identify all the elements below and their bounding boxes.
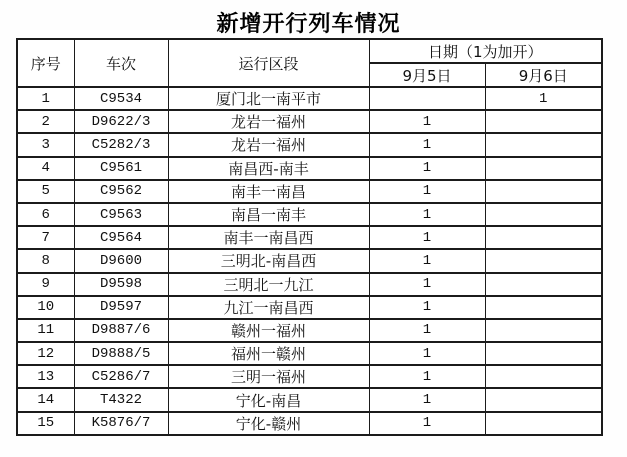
train-number-cell: D9887/6 bbox=[74, 319, 168, 342]
date-sep5-value-cell: 1 bbox=[369, 249, 485, 272]
date-sep5-value-cell: 1 bbox=[369, 203, 485, 226]
table-row bbox=[17, 157, 602, 180]
date-sep6-value-cell bbox=[485, 133, 602, 156]
route-section-cell: 龙岩一福州 bbox=[168, 133, 369, 156]
train-number-cell: C9534 bbox=[74, 87, 168, 110]
train-number-cell: D9600 bbox=[74, 249, 168, 272]
date-sep6-value-cell bbox=[485, 203, 602, 226]
header-row-group bbox=[17, 39, 602, 63]
route-section-cell: 宁化-南昌 bbox=[168, 388, 369, 411]
date-sep6-value-cell bbox=[485, 365, 602, 388]
date-sep5-value-cell: 1 bbox=[369, 133, 485, 156]
row-index-cell: 14 bbox=[17, 388, 74, 411]
date-sep6-value-cell bbox=[485, 319, 602, 342]
table-body bbox=[17, 87, 602, 435]
column-header-index: 序号 bbox=[17, 39, 74, 87]
row-index-cell: 4 bbox=[17, 157, 74, 180]
route-section-cell: 南昌一南丰 bbox=[168, 203, 369, 226]
date-sep5-value-cell: 1 bbox=[369, 226, 485, 249]
row-index-cell: 10 bbox=[17, 296, 74, 319]
table-row bbox=[17, 296, 602, 319]
row-index-cell: 7 bbox=[17, 226, 74, 249]
route-section-cell: 福州一赣州 bbox=[168, 342, 369, 365]
train-number-cell: D9888/5 bbox=[74, 342, 168, 365]
train-number-cell: D9598 bbox=[74, 273, 168, 296]
table-row bbox=[17, 133, 602, 156]
train-number-cell: C9561 bbox=[74, 157, 168, 180]
table-row bbox=[17, 87, 602, 110]
route-section-cell: 三明北一九江 bbox=[168, 273, 369, 296]
row-index-cell: 5 bbox=[17, 180, 74, 203]
date-sep6-value-cell bbox=[485, 273, 602, 296]
column-header-section: 运行区段 bbox=[168, 39, 369, 87]
train-number-cell: C9562 bbox=[74, 180, 168, 203]
table-row bbox=[17, 319, 602, 342]
train-schedule-table bbox=[16, 38, 603, 436]
train-number-cell: T4322 bbox=[74, 388, 168, 411]
route-section-cell: 赣州一福州 bbox=[168, 319, 369, 342]
route-section-cell: 南丰一南昌西 bbox=[168, 226, 369, 249]
date-sep5-value-cell: 1 bbox=[369, 342, 485, 365]
train-number-cell: D9622/3 bbox=[74, 110, 168, 133]
date-sep6-value-cell bbox=[485, 226, 602, 249]
table-row bbox=[17, 226, 602, 249]
route-section-cell: 龙岩一福州 bbox=[168, 110, 369, 133]
date-sep6-value-cell bbox=[485, 249, 602, 272]
row-index-cell: 2 bbox=[17, 110, 74, 133]
date-sep6-value-cell bbox=[485, 388, 602, 411]
table-row bbox=[17, 203, 602, 226]
date-sep5-value-cell: 1 bbox=[369, 365, 485, 388]
column-header-date-sep5: 9月5日 bbox=[369, 63, 485, 87]
date-sep5-value-cell: 1 bbox=[369, 157, 485, 180]
table-row bbox=[17, 388, 602, 411]
column-header-date-group: 日期（1为加开） bbox=[369, 39, 602, 63]
date-sep6-value-cell bbox=[485, 110, 602, 133]
column-header-train: 车次 bbox=[74, 39, 168, 87]
row-index-cell: 15 bbox=[17, 412, 74, 435]
row-index-cell: 8 bbox=[17, 249, 74, 272]
date-sep5-value-cell: 1 bbox=[369, 296, 485, 319]
row-index-cell: 1 bbox=[17, 87, 74, 110]
date-sep6-value-cell bbox=[485, 296, 602, 319]
train-number-cell: C9564 bbox=[74, 226, 168, 249]
train-number-cell: C5286/7 bbox=[74, 365, 168, 388]
train-number-cell: K5876/7 bbox=[74, 412, 168, 435]
row-index-cell: 3 bbox=[17, 133, 74, 156]
table-row bbox=[17, 365, 602, 388]
table-row bbox=[17, 110, 602, 133]
date-sep5-value-cell: 1 bbox=[369, 273, 485, 296]
page-title: 新增开行列车情况 bbox=[216, 12, 401, 37]
train-number-cell: C9563 bbox=[74, 203, 168, 226]
date-sep6-value-cell bbox=[485, 157, 602, 180]
route-section-cell: 南昌西-南丰 bbox=[168, 157, 369, 180]
date-sep6-value-cell bbox=[485, 342, 602, 365]
table-row bbox=[17, 273, 602, 296]
date-sep5-value-cell: 1 bbox=[369, 412, 485, 435]
table-row bbox=[17, 412, 602, 435]
row-index-cell: 12 bbox=[17, 342, 74, 365]
row-index-cell: 6 bbox=[17, 203, 74, 226]
date-sep5-value-cell: 1 bbox=[369, 110, 485, 133]
date-sep5-value-cell bbox=[369, 87, 485, 110]
table-row bbox=[17, 249, 602, 272]
date-sep6-value-cell: 1 bbox=[485, 87, 602, 110]
table-row bbox=[17, 180, 602, 203]
route-section-cell: 九江一南昌西 bbox=[168, 296, 369, 319]
train-number-cell: D9597 bbox=[74, 296, 168, 319]
date-sep6-value-cell bbox=[485, 412, 602, 435]
date-sep5-value-cell: 1 bbox=[369, 388, 485, 411]
date-sep6-value-cell bbox=[485, 180, 602, 203]
date-sep5-value-cell: 1 bbox=[369, 180, 485, 203]
row-index-cell: 13 bbox=[17, 365, 74, 388]
route-section-cell: 宁化-赣州 bbox=[168, 412, 369, 435]
route-section-cell: 南丰一南昌 bbox=[168, 180, 369, 203]
column-header-date-sep6: 9月6日 bbox=[485, 63, 602, 87]
route-section-cell: 三明一福州 bbox=[168, 365, 369, 388]
row-index-cell: 11 bbox=[17, 319, 74, 342]
row-index-cell: 9 bbox=[17, 273, 74, 296]
table-row bbox=[17, 342, 602, 365]
train-number-cell: C5282/3 bbox=[74, 133, 168, 156]
route-section-cell: 厦门北一南平市 bbox=[168, 87, 369, 110]
route-section-cell: 三明北-南昌西 bbox=[168, 249, 369, 272]
date-sep5-value-cell: 1 bbox=[369, 319, 485, 342]
